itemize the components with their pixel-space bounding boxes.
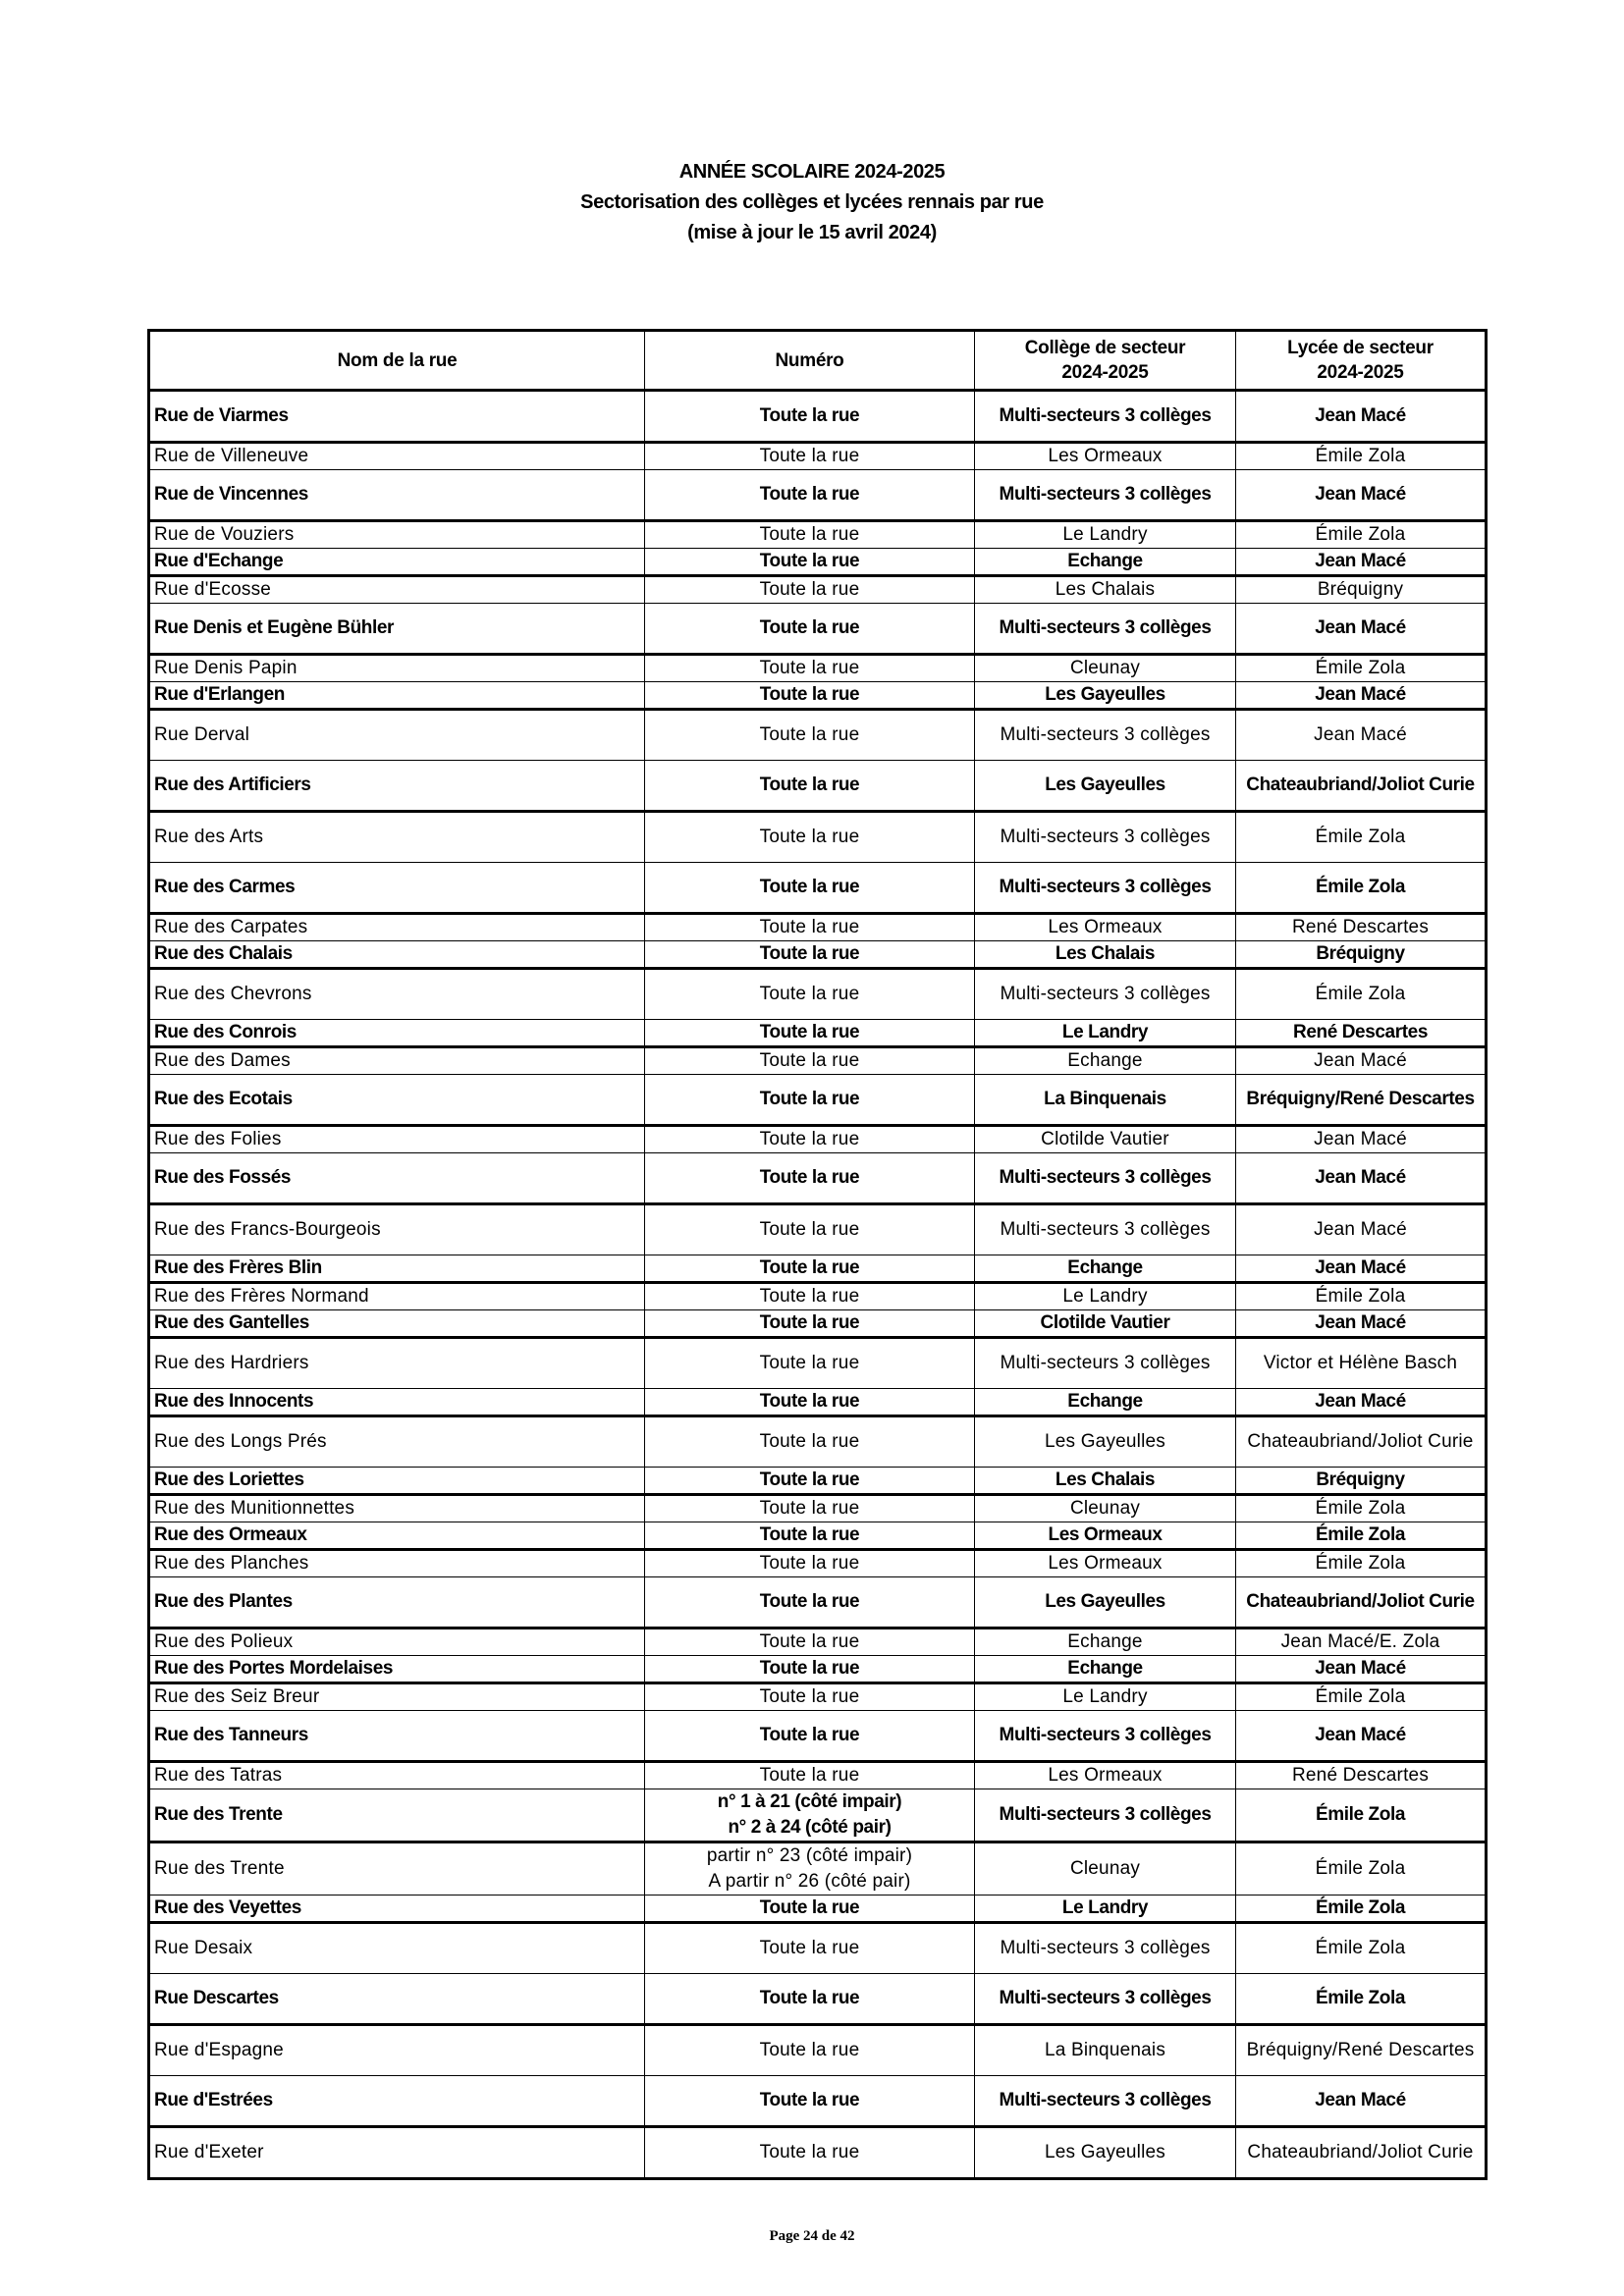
lycee-cell: Chateaubriand/Joliot Curie (1236, 761, 1487, 812)
college-cell: Echange (975, 549, 1236, 576)
table-row (149, 443, 1487, 470)
street-name-cell: Rue Denis et Eugène Bühler (149, 604, 645, 655)
college-cell: Multi-secteurs 3 collèges (975, 710, 1236, 761)
street-name-cell: Rue des Carpates (149, 914, 645, 941)
street-name-cell: Rue de Vincennes (149, 470, 645, 521)
lycee-cell: Chateaubriand/Joliot Curie (1236, 2127, 1487, 2179)
table-row (149, 761, 1487, 812)
college-cell: La Binquenais (975, 1075, 1236, 1126)
table-row (149, 521, 1487, 549)
number-cell: Toute la rue (645, 549, 975, 576)
college-cell: Multi-secteurs 3 collèges (975, 1338, 1236, 1389)
lycee-cell: Bréquigny (1236, 941, 1487, 969)
sectorisation-table (147, 329, 1488, 2180)
college-cell: Les Ormeaux (975, 443, 1236, 470)
lycee-cell: Jean Macé (1236, 1656, 1487, 1683)
lycee-cell: Chateaubriand/Joliot Curie (1236, 1577, 1487, 1629)
lycee-cell: Bréquigny/René Descartes (1236, 2025, 1487, 2076)
lycee-cell: Émile Zola (1236, 812, 1487, 863)
college-cell: Le Landry (975, 1896, 1236, 1923)
lycee-cell: René Descartes (1236, 1020, 1487, 1047)
table-row (149, 1020, 1487, 1047)
lycee-cell: Jean Macé (1236, 391, 1487, 443)
college-cell: Les Gayeulles (975, 1416, 1236, 1468)
college-cell: Les Gayeulles (975, 682, 1236, 710)
college-cell: Les Chalais (975, 576, 1236, 604)
street-name-cell: Rue des Tanneurs (149, 1711, 645, 1762)
street-name-cell: Rue des Dames (149, 1047, 645, 1075)
table-row (149, 1842, 1487, 1896)
street-name-cell: Rue des Tatras (149, 1762, 645, 1789)
street-name-cell: Rue des Gantelles (149, 1310, 645, 1338)
street-name-cell: Rue de Viarmes (149, 391, 645, 443)
number-cell: Toute la rue (645, 761, 975, 812)
lycee-cell: Jean Macé (1236, 710, 1487, 761)
street-name-cell: Rue d'Ecosse (149, 576, 645, 604)
table-row (149, 969, 1487, 1020)
number-cell: Toute la rue (645, 1310, 975, 1338)
table-row (149, 1896, 1487, 1923)
college-cell: Echange (975, 1047, 1236, 1075)
street-name-cell: Rue des Trente (149, 1842, 645, 1896)
lycee-cell: Émile Zola (1236, 1974, 1487, 2025)
table-row (149, 863, 1487, 914)
lycee-cell: Jean Macé (1236, 1126, 1487, 1153)
street-name-cell: Rue des Veyettes (149, 1896, 645, 1923)
table-row (149, 941, 1487, 969)
table-row (149, 710, 1487, 761)
table-row (149, 1468, 1487, 1495)
header-number-label: Numéro (775, 349, 844, 371)
street-name-cell: Rue des Polieux (149, 1629, 645, 1656)
street-name-cell: Rue des Artificiers (149, 761, 645, 812)
lycee-cell: Jean Macé (1236, 1389, 1487, 1416)
number-cell: Toute la rue (645, 1255, 975, 1283)
street-name-cell: Rue des Loriettes (149, 1468, 645, 1495)
title-school-year: ANNÉE SCOLAIRE 2024-2025 (678, 161, 946, 183)
number-cell: Toute la rue (645, 2025, 975, 2076)
table-row (149, 812, 1487, 863)
college-cell: Le Landry (975, 521, 1236, 549)
table-row (149, 1522, 1487, 1550)
college-cell: Multi-secteurs 3 collèges (975, 391, 1236, 443)
lycee-cell: Jean Macé (1236, 1310, 1487, 1338)
street-name-cell: Rue Derval (149, 710, 645, 761)
number-cell: Toute la rue (645, 1020, 975, 1047)
lycee-cell: Émile Zola (1236, 969, 1487, 1020)
street-name-cell: Rue des Francs-Bourgeois (149, 1204, 645, 1255)
number-cell: Toute la rue (645, 655, 975, 682)
lycee-cell: Bréquigny (1236, 576, 1487, 604)
number-cell: Toute la rue (645, 1416, 975, 1468)
table-row (149, 391, 1487, 443)
title-subject: Sectorisation des collèges et lycées rennais par rue (580, 191, 1044, 213)
table-body (149, 391, 1487, 2179)
table-row (149, 1974, 1487, 2025)
number-cell: n° 1 à 21 (côté impair) n° 2 à 24 (côté pair) (645, 1789, 975, 1842)
page-number: Page 24 de 42 (769, 2228, 855, 2244)
lycee-cell: Jean Macé (1236, 2076, 1487, 2127)
number-cell: Toute la rue (645, 969, 975, 1020)
street-name-cell: Rue des Conrois (149, 1020, 645, 1047)
table-row (149, 1629, 1487, 1656)
number-cell: Toute la rue (645, 1126, 975, 1153)
table-row (149, 604, 1487, 655)
number-cell: Toute la rue (645, 391, 975, 443)
table-row (149, 1075, 1487, 1126)
number-cell: Toute la rue (645, 1974, 975, 2025)
street-name-cell: Rue d'Estrées (149, 2076, 645, 2127)
number-cell: Toute la rue (645, 1923, 975, 1974)
table-row (149, 2127, 1487, 2179)
college-cell: Multi-secteurs 3 collèges (975, 863, 1236, 914)
college-cell: Echange (975, 1255, 1236, 1283)
college-cell: Multi-secteurs 3 collèges (975, 2076, 1236, 2127)
table-row (149, 1204, 1487, 1255)
lycee-cell: Jean Macé (1236, 1047, 1487, 1075)
table-row (149, 1153, 1487, 1204)
college-cell: Le Landry (975, 1283, 1236, 1310)
street-name-cell: Rue des Seiz Breur (149, 1683, 645, 1711)
number-cell: Toute la rue (645, 443, 975, 470)
college-cell: Cleunay (975, 1842, 1236, 1896)
lycee-cell: René Descartes (1236, 1762, 1487, 1789)
college-cell: Echange (975, 1629, 1236, 1656)
college-cell: Multi-secteurs 3 collèges (975, 1204, 1236, 1255)
street-name-cell: Rue des Fossés (149, 1153, 645, 1204)
number-cell: Toute la rue (645, 1495, 975, 1522)
street-name-cell: Rue des Planches (149, 1550, 645, 1577)
college-cell: Les Gayeulles (975, 1577, 1236, 1629)
lycee-cell: René Descartes (1236, 914, 1487, 941)
street-name-cell: Rue des Innocents (149, 1389, 645, 1416)
lycee-cell: Émile Zola (1236, 1522, 1487, 1550)
street-name-cell: Rue des Ormeaux (149, 1522, 645, 1550)
lycee-cell: Jean Macé (1236, 604, 1487, 655)
college-cell: Clotilde Vautier (975, 1126, 1236, 1153)
number-cell: Toute la rue (645, 1656, 975, 1683)
college-cell: Les Chalais (975, 941, 1236, 969)
header-street-name (149, 331, 645, 391)
table-row (149, 1711, 1487, 1762)
number-cell: Toute la rue (645, 914, 975, 941)
street-name-cell: Rue d'Echange (149, 549, 645, 576)
street-name-cell: Rue d'Exeter (149, 2127, 645, 2179)
college-cell: Multi-secteurs 3 collèges (975, 604, 1236, 655)
lycee-cell: Jean Macé/E. Zola (1236, 1629, 1487, 1656)
table-row (149, 1389, 1487, 1416)
college-cell: Echange (975, 1656, 1236, 1683)
table-row (149, 1255, 1487, 1283)
number-cell: Toute la rue (645, 1468, 975, 1495)
number-cell: Toute la rue (645, 1338, 975, 1389)
lycee-cell: Jean Macé (1236, 1711, 1487, 1762)
number-cell: Toute la rue (645, 2127, 975, 2179)
table-row (149, 1126, 1487, 1153)
street-name-cell: Rue des Longs Prés (149, 1416, 645, 1468)
lycee-cell: Émile Zola (1236, 1842, 1487, 1896)
table-row (149, 914, 1487, 941)
street-name-cell: Rue des Chalais (149, 941, 645, 969)
street-name-cell: Rue Denis Papin (149, 655, 645, 682)
number-cell: Toute la rue (645, 1896, 975, 1923)
lycee-cell: Émile Zola (1236, 521, 1487, 549)
number-cell: Toute la rue (645, 2076, 975, 2127)
table-row (149, 549, 1487, 576)
street-name-cell: Rue des Portes Mordelaises (149, 1656, 645, 1683)
lycee-cell: Jean Macé (1236, 1255, 1487, 1283)
street-name-cell: Rue des Folies (149, 1126, 645, 1153)
lycee-cell: Jean Macé (1236, 1204, 1487, 1255)
college-cell: Cleunay (975, 1495, 1236, 1522)
table-row (149, 2076, 1487, 2127)
lycee-cell: Victor et Hélène Basch (1236, 1338, 1487, 1389)
number-cell: Toute la rue (645, 1629, 975, 1656)
college-cell: Les Ormeaux (975, 1550, 1236, 1577)
header-number (645, 331, 975, 391)
number-cell: Toute la rue (645, 1683, 975, 1711)
college-cell: Clotilde Vautier (975, 1310, 1236, 1338)
street-name-cell: Rue d'Erlangen (149, 682, 645, 710)
table-row (149, 1577, 1487, 1629)
table-row (149, 1283, 1487, 1310)
header-college-label: Collège de secteur 2024-2025 (1024, 338, 1186, 383)
college-cell: Echange (975, 1389, 1236, 1416)
college-cell: Multi-secteurs 3 collèges (975, 1789, 1236, 1842)
street-name-cell: Rue d'Espagne (149, 2025, 645, 2076)
number-cell: Toute la rue (645, 576, 975, 604)
number-cell: Toute la rue (645, 1522, 975, 1550)
lycee-cell: Bréquigny (1236, 1468, 1487, 1495)
header-college (975, 331, 1236, 391)
lycee-cell: Chateaubriand/Joliot Curie (1236, 1416, 1487, 1468)
street-name-cell: Rue des Frères Normand (149, 1283, 645, 1310)
street-name-cell: Rue des Chevrons (149, 969, 645, 1020)
college-cell: Les Gayeulles (975, 2127, 1236, 2179)
number-cell: Toute la rue (645, 1204, 975, 1255)
college-cell: Multi-secteurs 3 collèges (975, 812, 1236, 863)
table-row (149, 2025, 1487, 2076)
street-name-cell: Rue des Munitionnettes (149, 1495, 645, 1522)
number-cell: Toute la rue (645, 1153, 975, 1204)
number-cell: Toute la rue (645, 470, 975, 521)
lycee-cell: Émile Zola (1236, 1550, 1487, 1577)
number-cell: Toute la rue (645, 710, 975, 761)
number-cell: Toute la rue (645, 863, 975, 914)
college-cell: Multi-secteurs 3 collèges (975, 470, 1236, 521)
street-name-cell: Rue Desaix (149, 1923, 645, 1974)
table-row (149, 1047, 1487, 1075)
lycee-cell: Émile Zola (1236, 443, 1487, 470)
street-name-cell: Rue des Trente (149, 1789, 645, 1842)
college-cell: Multi-secteurs 3 collèges (975, 1711, 1236, 1762)
college-cell: Le Landry (975, 1020, 1236, 1047)
street-name-cell: Rue des Arts (149, 812, 645, 863)
table-row (149, 1789, 1487, 1842)
number-cell: partir n° 23 (côté impair) A partir n° 26 (côté pair) (645, 1842, 975, 1896)
table-header-row (149, 331, 1487, 391)
lycee-cell: Émile Zola (1236, 863, 1487, 914)
lycee-cell: Jean Macé (1236, 1153, 1487, 1204)
number-cell: Toute la rue (645, 1550, 975, 1577)
college-cell: Les Ormeaux (975, 1762, 1236, 1789)
number-cell: Toute la rue (645, 812, 975, 863)
table-row (149, 1762, 1487, 1789)
lycee-cell: Jean Macé (1236, 549, 1487, 576)
header-street-label: Nom de la rue (337, 349, 458, 371)
number-cell: Toute la rue (645, 1762, 975, 1789)
street-name-cell: Rue des Hardriers (149, 1338, 645, 1389)
document-title (0, 157, 1624, 248)
college-cell: Multi-secteurs 3 collèges (975, 1153, 1236, 1204)
college-cell: Les Ormeaux (975, 1522, 1236, 1550)
table-row (149, 1923, 1487, 1974)
table-row (149, 655, 1487, 682)
table-row (149, 1656, 1487, 1683)
table-row (149, 1550, 1487, 1577)
number-cell: Toute la rue (645, 521, 975, 549)
table-row (149, 1683, 1487, 1711)
college-cell: Les Ormeaux (975, 914, 1236, 941)
street-name-cell: Rue des Carmes (149, 863, 645, 914)
table-row (149, 1495, 1487, 1522)
lycee-cell: Émile Zola (1236, 1683, 1487, 1711)
street-name-cell: Rue des Frères Blin (149, 1255, 645, 1283)
college-cell: Les Chalais (975, 1468, 1236, 1495)
lycee-cell: Émile Zola (1236, 1923, 1487, 1974)
lycee-cell: Émile Zola (1236, 1896, 1487, 1923)
table-row (149, 1416, 1487, 1468)
table-row (149, 682, 1487, 710)
table-row (149, 1338, 1487, 1389)
number-cell: Toute la rue (645, 1283, 975, 1310)
street-name-cell: Rue Descartes (149, 1974, 645, 2025)
college-cell: Les Gayeulles (975, 761, 1236, 812)
lycee-cell: Émile Zola (1236, 1283, 1487, 1310)
number-cell: Toute la rue (645, 1577, 975, 1629)
table-row (149, 1310, 1487, 1338)
college-cell: Multi-secteurs 3 collèges (975, 1923, 1236, 1974)
lycee-cell: Bréquigny/René Descartes (1236, 1075, 1487, 1126)
number-cell: Toute la rue (645, 1075, 975, 1126)
college-cell: La Binquenais (975, 2025, 1236, 2076)
lycee-cell: Émile Zola (1236, 1495, 1487, 1522)
street-name-cell: Rue des Plantes (149, 1577, 645, 1629)
college-cell: Cleunay (975, 655, 1236, 682)
street-name-cell: Rue des Ecotais (149, 1075, 645, 1126)
college-cell: Multi-secteurs 3 collèges (975, 1974, 1236, 2025)
header-lycee (1236, 331, 1487, 391)
title-update-date: (mise à jour le 15 avril 2024) (687, 222, 937, 243)
table-row (149, 576, 1487, 604)
number-cell: Toute la rue (645, 941, 975, 969)
lycee-cell: Jean Macé (1236, 470, 1487, 521)
street-name-cell: Rue de Villeneuve (149, 443, 645, 470)
number-cell: Toute la rue (645, 1389, 975, 1416)
college-cell: Multi-secteurs 3 collèges (975, 969, 1236, 1020)
lycee-cell: Jean Macé (1236, 682, 1487, 710)
number-cell: Toute la rue (645, 1711, 975, 1762)
number-cell: Toute la rue (645, 1047, 975, 1075)
number-cell: Toute la rue (645, 604, 975, 655)
lycee-cell: Émile Zola (1236, 655, 1487, 682)
street-name-cell: Rue de Vouziers (149, 521, 645, 549)
table-row (149, 470, 1487, 521)
lycee-cell: Émile Zola (1236, 1789, 1487, 1842)
college-cell: Le Landry (975, 1683, 1236, 1711)
header-lycee-label: Lycée de secteur 2024-2025 (1287, 338, 1434, 383)
number-cell: Toute la rue (645, 682, 975, 710)
